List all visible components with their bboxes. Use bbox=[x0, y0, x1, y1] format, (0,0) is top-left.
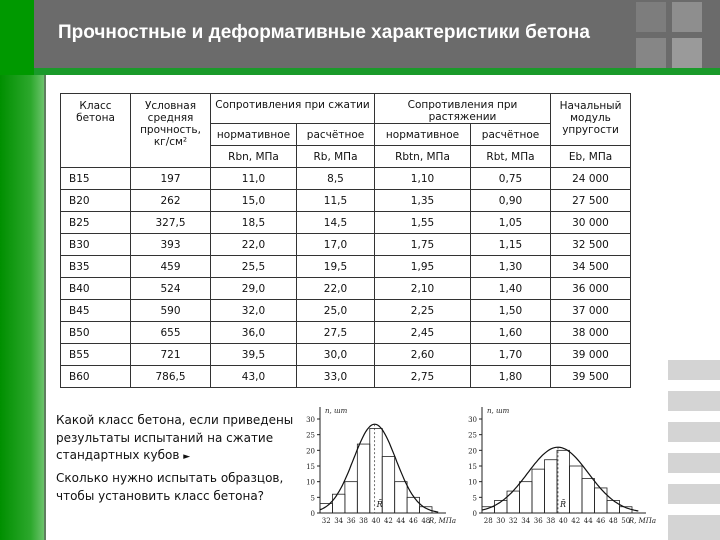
cell: 24 000 bbox=[551, 168, 631, 190]
question-sample-count bbox=[56, 470, 283, 505]
subheader-design: расчётное bbox=[471, 124, 551, 146]
col-header-modulus: Начальный модуль упругости bbox=[551, 94, 631, 146]
histogram-bar bbox=[320, 504, 332, 513]
histogram-chart-2 bbox=[460, 403, 662, 531]
histogram-bar bbox=[382, 457, 394, 513]
histogram-bar bbox=[545, 460, 558, 513]
mean-label: R̄ bbox=[559, 500, 567, 509]
table-row bbox=[61, 234, 631, 256]
decor-square bbox=[672, 38, 702, 68]
cell: 22,0 bbox=[297, 278, 375, 300]
cell: 2,25 bbox=[375, 300, 471, 322]
cell: B15 bbox=[61, 168, 131, 190]
cell: 33,0 bbox=[297, 366, 375, 388]
cell: 262 bbox=[131, 190, 211, 212]
question-line: чтобы установить класс бетона? bbox=[56, 488, 265, 503]
cell: 1,30 bbox=[471, 256, 551, 278]
histogram-bar bbox=[520, 482, 533, 513]
decor-square bbox=[636, 2, 666, 32]
cell: 19,5 bbox=[297, 256, 375, 278]
cell: 655 bbox=[131, 322, 211, 344]
x-tick-label: 30 bbox=[496, 517, 506, 525]
cell: 1,95 bbox=[375, 256, 471, 278]
decor-square bbox=[672, 2, 702, 32]
x-tick-label: 48 bbox=[421, 517, 431, 525]
y-axis-label: n, шт bbox=[325, 407, 348, 415]
histogram-bar bbox=[357, 444, 369, 513]
x-tick-label: 34 bbox=[521, 517, 531, 525]
cell: 1,55 bbox=[375, 212, 471, 234]
histogram-bar bbox=[332, 494, 344, 513]
unit-rb: Rb, МПа bbox=[297, 146, 375, 168]
decor-square bbox=[668, 360, 720, 380]
y-tick-label: 10 bbox=[306, 478, 315, 487]
cell: 2,45 bbox=[375, 322, 471, 344]
cell: 39,5 bbox=[211, 344, 297, 366]
decor-square bbox=[668, 391, 720, 411]
histogram-bar bbox=[595, 488, 608, 513]
cell: 721 bbox=[131, 344, 211, 366]
histogram-bar bbox=[395, 482, 407, 513]
y-axis-label: n, шт bbox=[487, 407, 510, 415]
histogram-bar bbox=[345, 482, 357, 513]
x-tick-label: 42 bbox=[383, 517, 393, 525]
cell: B25 bbox=[61, 212, 131, 234]
y-tick-label: 0 bbox=[310, 510, 315, 518]
cell: 459 bbox=[131, 256, 211, 278]
cell: 1,10 bbox=[375, 168, 471, 190]
green-divider-line bbox=[34, 68, 720, 75]
cell: 197 bbox=[131, 168, 211, 190]
y-tick-label: 15 bbox=[306, 463, 315, 471]
x-tick-label: 46 bbox=[408, 517, 418, 525]
y-tick-label: 25 bbox=[306, 431, 315, 440]
y-tick-label: 5 bbox=[472, 494, 477, 503]
cell: 1,15 bbox=[471, 234, 551, 256]
table-row bbox=[61, 278, 631, 300]
col-header-class: Класс бетона bbox=[61, 94, 131, 168]
histogram-bar bbox=[607, 500, 620, 513]
question-compression bbox=[56, 412, 293, 467]
table-row bbox=[61, 344, 631, 366]
cell: 43,0 bbox=[211, 366, 297, 388]
histogram-chart-1 bbox=[296, 403, 458, 531]
histogram-bar bbox=[532, 469, 545, 513]
page-title: Прочностные и деформативные характеристики бетона bbox=[58, 22, 590, 43]
cell: 39 500 bbox=[551, 366, 631, 388]
histogram-bar bbox=[507, 491, 520, 513]
x-axis-label: R, МПа bbox=[628, 517, 656, 525]
cell: 30 000 bbox=[551, 212, 631, 234]
cell: 36 000 bbox=[551, 278, 631, 300]
y-tick-label: 20 bbox=[468, 447, 477, 456]
cell: 8,5 bbox=[297, 168, 375, 190]
y-tick-label: 15 bbox=[468, 463, 477, 471]
cell: B55 bbox=[61, 344, 131, 366]
x-tick-label: 34 bbox=[334, 517, 344, 525]
x-axis-label: R, МПа bbox=[428, 517, 456, 525]
decor-square bbox=[668, 453, 720, 473]
unit-eb: Eb, МПа bbox=[551, 146, 631, 168]
question-line: Какой класс бетона, если приведены bbox=[56, 413, 294, 427]
cell: 1,40 bbox=[471, 278, 551, 300]
cell: 2,75 bbox=[375, 366, 471, 388]
cell: 0,75 bbox=[471, 168, 551, 190]
unit-rbt: Rbt, МПа bbox=[471, 146, 551, 168]
subheader-design: расчётное bbox=[297, 124, 375, 146]
mean-label: R̄ bbox=[376, 500, 383, 509]
cell: 34 500 bbox=[551, 256, 631, 278]
cell: 786,5 bbox=[131, 366, 211, 388]
subheader-normative: нормативное bbox=[375, 124, 471, 146]
x-tick-label: 50 bbox=[621, 517, 631, 525]
table-row bbox=[61, 190, 631, 212]
question-line: стандартных кубов bbox=[56, 448, 180, 462]
x-tick-label: 36 bbox=[346, 517, 356, 525]
cell: 25,0 bbox=[297, 300, 375, 322]
table-row bbox=[61, 256, 631, 278]
decor-square bbox=[668, 484, 720, 504]
cell: 27,5 bbox=[297, 322, 375, 344]
y-tick-label: 25 bbox=[468, 431, 477, 440]
table-row bbox=[61, 168, 631, 190]
y-tick-label: 20 bbox=[306, 447, 315, 456]
decor-square bbox=[668, 422, 720, 442]
cell: 37 000 bbox=[551, 300, 631, 322]
cell: 17,0 bbox=[297, 234, 375, 256]
unit-rbn: Rbn, МПа bbox=[211, 146, 297, 168]
question-line: результаты испытаний на сжатие bbox=[56, 430, 274, 445]
cell: B35 bbox=[61, 256, 131, 278]
unit-rbtn: Rbtn, МПа bbox=[375, 146, 471, 168]
cell: 1,60 bbox=[471, 322, 551, 344]
cell: 18,5 bbox=[211, 212, 297, 234]
col-header-compression: Сопротивления при сжатии bbox=[211, 94, 375, 124]
histogram-bar bbox=[407, 497, 419, 513]
concrete-table bbox=[60, 93, 631, 388]
x-tick-label: 48 bbox=[608, 517, 618, 525]
x-tick-label: 32 bbox=[321, 517, 331, 525]
cell: 327,5 bbox=[131, 212, 211, 234]
x-tick-label: 44 bbox=[396, 517, 406, 525]
cell: B45 bbox=[61, 300, 131, 322]
cell: B60 bbox=[61, 366, 131, 388]
y-tick-label: 10 bbox=[468, 478, 477, 487]
x-tick-label: 46 bbox=[596, 517, 606, 525]
x-tick-label: 28 bbox=[483, 517, 493, 525]
x-tick-label: 40 bbox=[558, 517, 568, 525]
cell: 393 bbox=[131, 234, 211, 256]
cell: 2,10 bbox=[375, 278, 471, 300]
cell: 38 000 bbox=[551, 322, 631, 344]
cell: 32,0 bbox=[211, 300, 297, 322]
cell: 11,5 bbox=[297, 190, 375, 212]
play-arrow-icon[interactable]: ► bbox=[183, 452, 191, 462]
table-row bbox=[61, 300, 631, 322]
cell: 524 bbox=[131, 278, 211, 300]
x-tick-label: 38 bbox=[359, 517, 369, 525]
cell: 1,50 bbox=[471, 300, 551, 322]
y-tick-label: 5 bbox=[310, 494, 315, 503]
y-tick-label: 30 bbox=[468, 416, 477, 424]
cell: B40 bbox=[61, 278, 131, 300]
cell: 590 bbox=[131, 300, 211, 322]
cell: 30,0 bbox=[297, 344, 375, 366]
x-tick-label: 38 bbox=[546, 517, 556, 525]
cell: 11,0 bbox=[211, 168, 297, 190]
green-accent-bar bbox=[0, 0, 34, 80]
histogram-bar bbox=[582, 479, 595, 513]
cell: 39 000 bbox=[551, 344, 631, 366]
x-tick-label: 42 bbox=[571, 517, 581, 525]
cell: 1,05 bbox=[471, 212, 551, 234]
x-tick-label: 36 bbox=[533, 517, 543, 525]
cell: 29,0 bbox=[211, 278, 297, 300]
cell: 25,5 bbox=[211, 256, 297, 278]
decor-square bbox=[668, 515, 720, 540]
x-tick-label: 40 bbox=[371, 517, 381, 525]
normal-curve bbox=[320, 424, 438, 512]
panel-border bbox=[44, 75, 46, 540]
table-row bbox=[61, 366, 631, 388]
cell: 32 500 bbox=[551, 234, 631, 256]
cell: 15,0 bbox=[211, 190, 297, 212]
histogram-bar bbox=[570, 466, 583, 513]
y-tick-label: 0 bbox=[472, 510, 477, 518]
cell: B30 bbox=[61, 234, 131, 256]
cell: 1,35 bbox=[375, 190, 471, 212]
question-line: Сколько нужно испытать образцов, bbox=[56, 471, 284, 485]
decor-square bbox=[636, 38, 666, 68]
cell: 36,0 bbox=[211, 322, 297, 344]
table-row bbox=[61, 212, 631, 234]
cell: 0,90 bbox=[471, 190, 551, 212]
cell: 14,5 bbox=[297, 212, 375, 234]
x-tick-label: 44 bbox=[583, 517, 593, 525]
col-header-tension: Сопротивления при растяжении bbox=[375, 94, 551, 124]
cell: 1,75 bbox=[375, 234, 471, 256]
cell: B50 bbox=[61, 322, 131, 344]
cell: 27 500 bbox=[551, 190, 631, 212]
cell: 1,70 bbox=[471, 344, 551, 366]
left-side-panel bbox=[0, 75, 44, 540]
x-tick-label: 32 bbox=[508, 517, 518, 525]
subheader-normative: нормативное bbox=[211, 124, 297, 146]
cell: 2,60 bbox=[375, 344, 471, 366]
y-tick-label: 30 bbox=[306, 416, 315, 424]
cell: B20 bbox=[61, 190, 131, 212]
cell: 22,0 bbox=[211, 234, 297, 256]
table-row bbox=[61, 322, 631, 344]
col-header-strength: Условная средняя прочность, кг/см² bbox=[131, 94, 211, 168]
cell: 1,80 bbox=[471, 366, 551, 388]
